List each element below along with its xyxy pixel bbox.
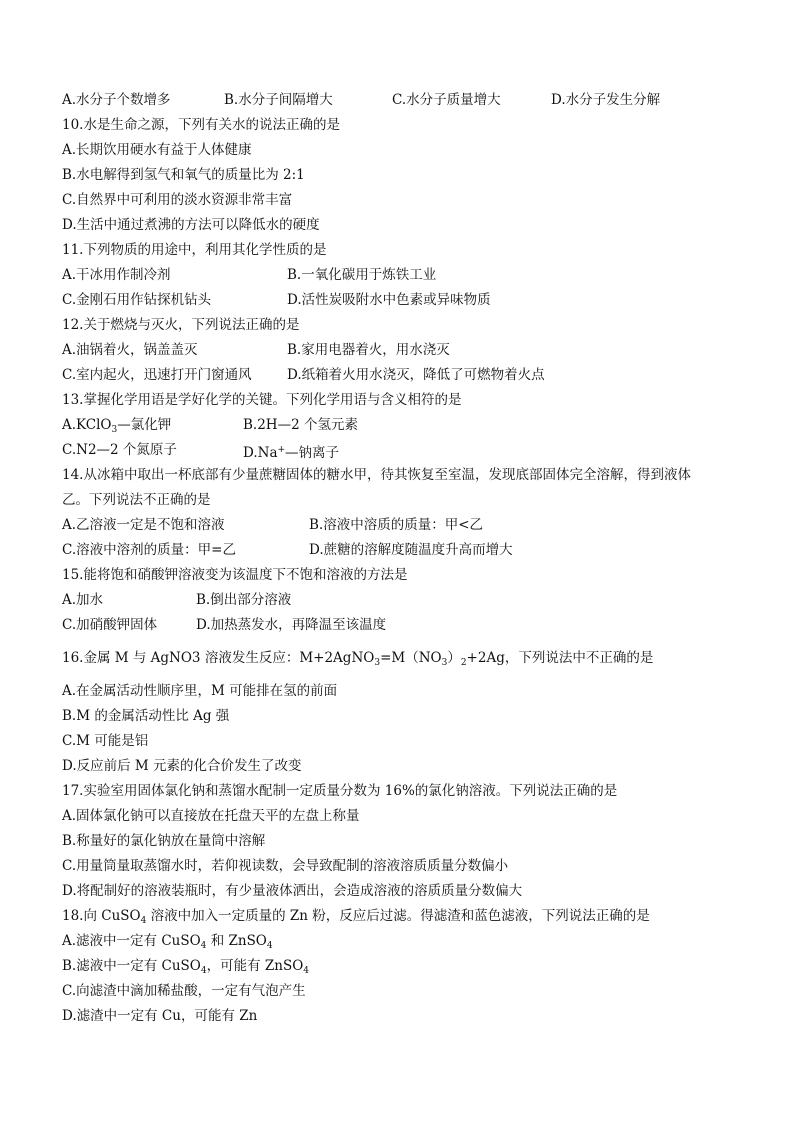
q14-option-c: C.溶液中溶剂的质量：甲=乙: [62, 542, 236, 558]
q16-option-a: A.在金属活动性顺序里，M 可能排在氢的前面: [62, 683, 338, 699]
q13-option-c: C.N2—2 个氮原子: [62, 442, 177, 458]
q14-option-a: A.乙溶液一定是不饱和溶液: [62, 517, 225, 533]
q13-option-b: B.2H—2 个氢元素: [243, 417, 358, 433]
q18-option-b: B.滤液中一定有 CuSO$_4$，可能有 ZnSO$_4$: [62, 958, 309, 976]
q14-option-b: B.溶液中溶质的质量：甲<乙: [309, 517, 484, 533]
q10-option-d: D.生活中通过煮沸的方法可以降低水的硬度: [62, 217, 320, 233]
q17-option-c: C.用量筒量取蒸馏水时，若仰视读数，会导致配制的溶液溶质质量分数偏小: [62, 858, 509, 874]
q10-option-b: B.水电解得到氢气和氧气的质量比为 2:1: [62, 167, 305, 183]
q16-option-c: C.M 可能是铝: [62, 733, 149, 749]
q13-stem: 13.掌握化学用语是学好化学的关键。下列化学用语与含义相符的是: [62, 392, 462, 408]
q11-option-b: B.一氧化碳用于炼铁工业: [287, 267, 437, 283]
q15-option-c: C.加硝酸钾固体: [62, 617, 158, 633]
q17-stem: 17.实验室用固体氯化钠和蒸馏水配制一定质量分数为 16%的氯化钠溶液。下列说法正确的是: [62, 783, 618, 799]
q14-stem-line1: 14.从冰箱中取出一杯底部有少量蔗糖固体的糖水甲，待其恢复至室温，发现底部固体完全溶解，得到液体: [62, 467, 691, 483]
q15-option-b: B.倒出部分溶液: [196, 592, 292, 608]
q11-option-a: A.干冰用作制冷剂: [62, 267, 171, 283]
q16-equation: $M+2AgNO_3=M(NO_3)_2+2Ag$: [299, 650, 505, 668]
q10-option-a: A.长期饮用硬水有益于人体健康: [62, 142, 252, 158]
q14-option-d: D.蔗糖的溶解度随温度升高而增大: [309, 542, 513, 558]
q15-stem: 15.能将饱和硝酸钾溶液变为该温度下不饱和溶液的方法是: [62, 567, 408, 583]
q18-option-a: A.滤液中一定有 CuSO$_4$ 和 ZnSO$_4$: [62, 933, 273, 951]
q12-option-d: D.纸箱着火用水浇灭，降低了可燃物着火点: [287, 367, 545, 383]
q11-stem: 11.下列物质的用途中，利用其化学性质的是: [62, 242, 327, 258]
q16-stem: 16.金属 M 与 AgNO3 溶液发生反应：$M+2AgNO_3=M(NO_3)_2+2Ag$，下列说法中不正确的是: [62, 650, 654, 668]
q10-stem: 10.水是生命之源，下列有关水的说法正确的是: [62, 117, 340, 133]
q9-option-b: B.水分子间隔增大: [224, 92, 333, 108]
q9-option-c: C.水分子质量增大: [392, 92, 501, 108]
q14-stem-line2: 乙。下列说法不正确的是: [62, 492, 211, 508]
q15-option-d: D.加热蒸发水，再降温至该温度: [196, 617, 387, 633]
q10-option-c: C.自然界中可利用的淡水资源非常丰富: [62, 192, 293, 208]
q9-option-a: A.水分子个数增多: [62, 92, 171, 108]
q12-option-a: A.油锅着火，锅盖盖灭: [62, 342, 198, 358]
q12-stem: 12.关于燃烧与灭火，下列说法正确的是: [62, 317, 300, 333]
q16-option-b: B.M 的金属活动性比 Ag 强: [62, 708, 230, 724]
q13-option-d: D.Na+—钠离子: [243, 445, 340, 461]
q18-stem: 18.向 CuSO$_4$ 溶液中加入一定质量的 Zn 粉，反应后过滤。得滤渣和蓝色滤液，下列说法正确的是: [62, 908, 650, 926]
q18-option-d: D.滤渣中一定有 Cu，可能有 Zn: [62, 1008, 258, 1024]
q15-option-a: A.加水: [62, 592, 104, 608]
q18-option-c: C.向滤渣中滴加稀盐酸，一定有气泡产生: [62, 983, 306, 999]
q11-option-c: C.金刚石用作钻探机钻头: [62, 292, 212, 308]
q17-option-a: A.固体氯化钠可以直接放在托盘天平的左盘上称量: [62, 808, 360, 824]
q17-option-b: B.称量好的氯化钠放在量筒中溶解: [62, 833, 266, 849]
q11-option-d: D.活性炭吸附水中色素或异味物质: [287, 292, 491, 308]
q12-option-b: B.家用电器着火，用水浇灭: [287, 342, 450, 358]
q9-option-d: D.水分子发生分解: [551, 92, 661, 108]
q16-option-d: D.反应前后 M 元素的化合价发生了改变: [62, 758, 302, 774]
q12-option-c: C.室内起火，迅速打开门窗通风: [62, 367, 252, 383]
q17-option-d: D.将配制好的溶液装瓶时，有少量液体洒出，会造成溶液的溶质质量分数偏大: [62, 883, 523, 899]
q13-option-a: A.KClO$_3$—氯化钾: [62, 417, 172, 435]
